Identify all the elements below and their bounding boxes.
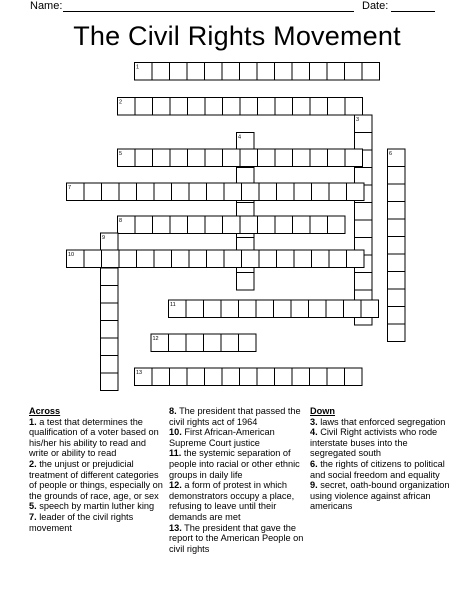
grid-cell[interactable] xyxy=(102,250,120,268)
grid-cell[interactable] xyxy=(362,63,380,81)
clue-number: 9. xyxy=(310,480,318,491)
grid-cell[interactable] xyxy=(388,254,406,272)
grid-cell[interactable] xyxy=(137,183,155,201)
down-clue xyxy=(310,459,450,480)
clue-text: the unjust or prejudicial treatment of different categories of people or things, especially on the grounds of race, age, or sex xyxy=(29,458,163,501)
grid-number: 2 xyxy=(119,99,123,106)
grid-cell[interactable] xyxy=(240,368,258,386)
grid-cell[interactable] xyxy=(310,216,328,234)
grid-cell[interactable] xyxy=(223,216,241,234)
grid-cell[interactable] xyxy=(257,63,275,81)
grid-cell[interactable] xyxy=(223,149,241,167)
grid-cell[interactable] xyxy=(205,63,223,81)
grid-cell[interactable] xyxy=(274,300,292,318)
grid-cell[interactable] xyxy=(207,250,225,268)
clue-text: speech by martin luther king xyxy=(39,501,155,512)
grid-cell[interactable] xyxy=(259,183,277,201)
grid-cell[interactable] xyxy=(172,183,190,201)
clue-number: 10. xyxy=(169,427,182,438)
clue-number: 13. xyxy=(169,522,182,533)
clue-number: 3. xyxy=(310,416,318,427)
grid-cell[interactable] xyxy=(223,98,241,116)
grid-cell[interactable] xyxy=(328,149,346,167)
grid-cell[interactable] xyxy=(388,307,406,325)
grid-cell[interactable] xyxy=(237,273,255,291)
grid-number: 9 xyxy=(102,234,106,241)
grid-cell[interactable] xyxy=(101,286,119,304)
grid-cell[interactable] xyxy=(224,183,242,201)
grid-cell[interactable] xyxy=(222,368,240,386)
grid-cell[interactable] xyxy=(152,368,170,386)
grid-cell[interactable] xyxy=(242,250,260,268)
clue-text: The president that passed the civil rights act of 1964 xyxy=(169,406,301,427)
grid-cell[interactable] xyxy=(188,149,206,167)
grid-cell[interactable] xyxy=(242,183,260,201)
grid-cell[interactable] xyxy=(101,303,119,321)
clue-number: 4. xyxy=(310,427,318,438)
grid-number: 7 xyxy=(68,184,72,191)
grid-cell[interactable] xyxy=(355,220,373,238)
grid-cell[interactable] xyxy=(388,272,406,290)
grid-cell[interactable] xyxy=(275,216,293,234)
grid-cell[interactable] xyxy=(154,183,172,201)
grid-number: 10 xyxy=(68,251,75,258)
grid-cell[interactable] xyxy=(204,334,222,352)
grid-cell[interactable] xyxy=(388,184,406,202)
across-heading: Across xyxy=(29,406,61,416)
across-clue xyxy=(29,512,167,533)
grid-cell[interactable] xyxy=(258,98,276,116)
grid-number: 6 xyxy=(389,150,393,157)
grid-cell[interactable] xyxy=(327,63,345,81)
grid-cell[interactable] xyxy=(170,98,188,116)
grid-cell[interactable] xyxy=(277,250,295,268)
grid-cell[interactable] xyxy=(204,300,222,318)
grid-cell[interactable] xyxy=(153,149,171,167)
clue-text: the systemic separation of people into racial or other ethnic groups in daily life xyxy=(169,448,300,480)
grid-cell[interactable] xyxy=(101,338,119,356)
grid-cell[interactable] xyxy=(101,268,119,286)
grid-cell[interactable] xyxy=(221,334,239,352)
grid-cell[interactable] xyxy=(309,300,327,318)
name-label: Name: xyxy=(30,0,63,12)
across-clue xyxy=(169,406,307,427)
clue-number: 8. xyxy=(169,406,177,416)
grid-cell[interactable] xyxy=(102,183,120,201)
grid-cell[interactable] xyxy=(275,98,293,116)
grid-cell[interactable] xyxy=(256,300,274,318)
grid-cell[interactable] xyxy=(310,98,328,116)
grid-cell[interactable] xyxy=(388,167,406,185)
clue-number: 12. xyxy=(169,480,182,491)
grid-cell[interactable] xyxy=(135,149,153,167)
grid-cell[interactable] xyxy=(152,63,170,81)
grid-cell[interactable] xyxy=(328,216,346,234)
grid-cell[interactable] xyxy=(345,63,363,81)
clue-number: 1. xyxy=(29,416,37,427)
grid-cell[interactable] xyxy=(275,149,293,167)
grid-cell[interactable] xyxy=(119,183,137,201)
grid-cell[interactable] xyxy=(186,334,204,352)
grid-cell[interactable] xyxy=(345,98,363,116)
grid-cell[interactable] xyxy=(293,216,311,234)
grid-cell[interactable] xyxy=(388,202,406,220)
grid-cell[interactable] xyxy=(361,300,379,318)
grid-cell[interactable] xyxy=(188,216,206,234)
grid-cell[interactable] xyxy=(291,300,309,318)
grid-cell[interactable] xyxy=(312,183,330,201)
grid-cell[interactable] xyxy=(240,63,258,81)
down-clue xyxy=(310,417,450,428)
grid-cell[interactable] xyxy=(347,250,365,268)
grid-cell[interactable] xyxy=(207,183,225,201)
grid-cell[interactable] xyxy=(388,324,406,342)
grid-cell[interactable] xyxy=(277,183,295,201)
clue-number: 11. xyxy=(169,448,182,459)
clue-text: First African-American Supreme Court justice xyxy=(169,427,275,448)
grid-cell[interactable] xyxy=(259,250,277,268)
grid-cell[interactable] xyxy=(294,183,312,201)
grid-number: 5 xyxy=(119,150,123,157)
grid-cell[interactable] xyxy=(224,250,242,268)
grid-cell[interactable] xyxy=(329,250,347,268)
grid-number: 13 xyxy=(136,369,143,376)
grid-cell[interactable] xyxy=(187,63,205,81)
grid-cell[interactable] xyxy=(239,300,257,318)
date-label: Date: xyxy=(362,0,389,12)
grid-cell[interactable] xyxy=(84,250,102,268)
grid-cell[interactable] xyxy=(101,356,119,374)
grid-cell[interactable] xyxy=(135,98,153,116)
grid-cell[interactable] xyxy=(239,334,257,352)
grid-cell[interactable] xyxy=(310,368,328,386)
grid-cell[interactable] xyxy=(153,216,171,234)
clue-number: 5. xyxy=(29,501,37,512)
across-clue xyxy=(169,427,307,448)
grid-cell[interactable] xyxy=(258,216,276,234)
grid-cell[interactable] xyxy=(328,98,346,116)
down-clue xyxy=(310,427,450,459)
grid-cell[interactable] xyxy=(258,149,276,167)
grid-cell[interactable] xyxy=(326,300,344,318)
grid-cell[interactable] xyxy=(355,133,373,151)
clue-text: laws that enforced segregation xyxy=(320,416,446,427)
grid-cell[interactable] xyxy=(329,183,347,201)
grid-number: 8 xyxy=(119,217,123,224)
clue-text: The president that gave the report to the American People on civil rights xyxy=(169,522,304,554)
grid-cell[interactable] xyxy=(153,98,171,116)
down-clue xyxy=(310,480,450,512)
grid-cell[interactable] xyxy=(388,289,406,307)
grid-cell[interactable] xyxy=(189,183,207,201)
grid-cell[interactable] xyxy=(170,216,188,234)
grid-cell[interactable] xyxy=(119,250,137,268)
grid-cell[interactable] xyxy=(205,216,223,234)
across-clue xyxy=(29,501,167,512)
grid-cell[interactable] xyxy=(294,250,312,268)
grid-cell[interactable] xyxy=(188,98,206,116)
clue-text: secret, oath-bound organization using violence against african americans xyxy=(310,480,450,512)
grid-cell[interactable] xyxy=(240,98,258,116)
grid-cell[interactable] xyxy=(275,368,293,386)
grid-cell[interactable] xyxy=(292,368,310,386)
across-column xyxy=(29,406,167,533)
page-title: The Civil Rights Movement xyxy=(73,21,401,51)
grid-cell[interactable] xyxy=(310,149,328,167)
across-clue xyxy=(169,523,307,555)
grid-cell[interactable] xyxy=(222,63,240,81)
grid-cell[interactable] xyxy=(327,368,345,386)
clue-text: a form of protest in which demonstrators occupy a place, refusing to leave until their demands are met xyxy=(169,480,295,522)
grid-cell[interactable] xyxy=(172,250,190,268)
grid-cell[interactable] xyxy=(312,250,330,268)
grid-cell[interactable] xyxy=(345,149,363,167)
grid-cell[interactable] xyxy=(240,149,258,167)
grid-cell[interactable] xyxy=(101,373,119,391)
grid-cell[interactable] xyxy=(237,168,255,186)
grid-cell[interactable] xyxy=(205,149,223,167)
grid-cell[interactable] xyxy=(84,183,102,201)
grid-cell[interactable] xyxy=(355,203,373,221)
across-clue xyxy=(169,480,307,522)
grid-number: 3 xyxy=(356,116,360,123)
grid-cell[interactable] xyxy=(169,334,187,352)
grid-cell[interactable] xyxy=(154,250,172,268)
grid-cell[interactable] xyxy=(240,216,258,234)
grid-cell[interactable] xyxy=(101,321,119,339)
grid-cell[interactable] xyxy=(187,368,205,386)
grid-cell[interactable] xyxy=(170,149,188,167)
grid-cell[interactable] xyxy=(189,250,207,268)
grid-number: 4 xyxy=(238,134,242,141)
grid-cell[interactable] xyxy=(170,63,188,81)
grid-cell[interactable] xyxy=(388,237,406,255)
grid-cell[interactable] xyxy=(293,98,311,116)
clue-number: 2. xyxy=(29,458,37,469)
down-column xyxy=(310,406,450,512)
grid-cell[interactable] xyxy=(205,368,223,386)
clue-text: a test that determines the qualification of a voter based on his/her his ability to read and write or ability to read xyxy=(29,416,159,459)
across-clue xyxy=(29,417,167,459)
grid-cell[interactable] xyxy=(135,216,153,234)
grid-number: 12 xyxy=(152,335,159,342)
grid-cell[interactable] xyxy=(345,368,363,386)
clue-number: 6. xyxy=(310,458,318,469)
grid-cell[interactable] xyxy=(355,273,373,291)
clue-text: the rights of citizens to political and social freedom and equality xyxy=(310,458,445,480)
clue-text: Civil Right activists who rode interstate buses into the segregated south xyxy=(310,427,438,459)
grid-cell[interactable] xyxy=(221,300,239,318)
across-clue xyxy=(29,459,167,501)
grid-cell[interactable] xyxy=(205,98,223,116)
grid-cell[interactable] xyxy=(293,149,311,167)
grid-cell[interactable] xyxy=(170,368,188,386)
grid-number: 11 xyxy=(170,301,176,308)
grid-cell[interactable] xyxy=(292,63,310,81)
grid-cell[interactable] xyxy=(257,368,275,386)
across-column-continued xyxy=(169,406,307,554)
clue-number: 7. xyxy=(29,511,37,522)
grid-cell[interactable] xyxy=(137,250,155,268)
grid-cell[interactable] xyxy=(310,63,328,81)
grid-cell[interactable] xyxy=(186,300,204,318)
down-heading: Down xyxy=(310,406,336,416)
grid-cell[interactable] xyxy=(275,63,293,81)
across-clue xyxy=(169,448,307,480)
clue-text: leader of the civil rights movement xyxy=(29,511,134,533)
grid-cell[interactable] xyxy=(355,168,373,186)
grid-cell[interactable] xyxy=(347,183,365,201)
grid-cell[interactable] xyxy=(344,300,362,318)
grid-cell[interactable] xyxy=(388,219,406,237)
grid-number: 1 xyxy=(136,64,140,71)
